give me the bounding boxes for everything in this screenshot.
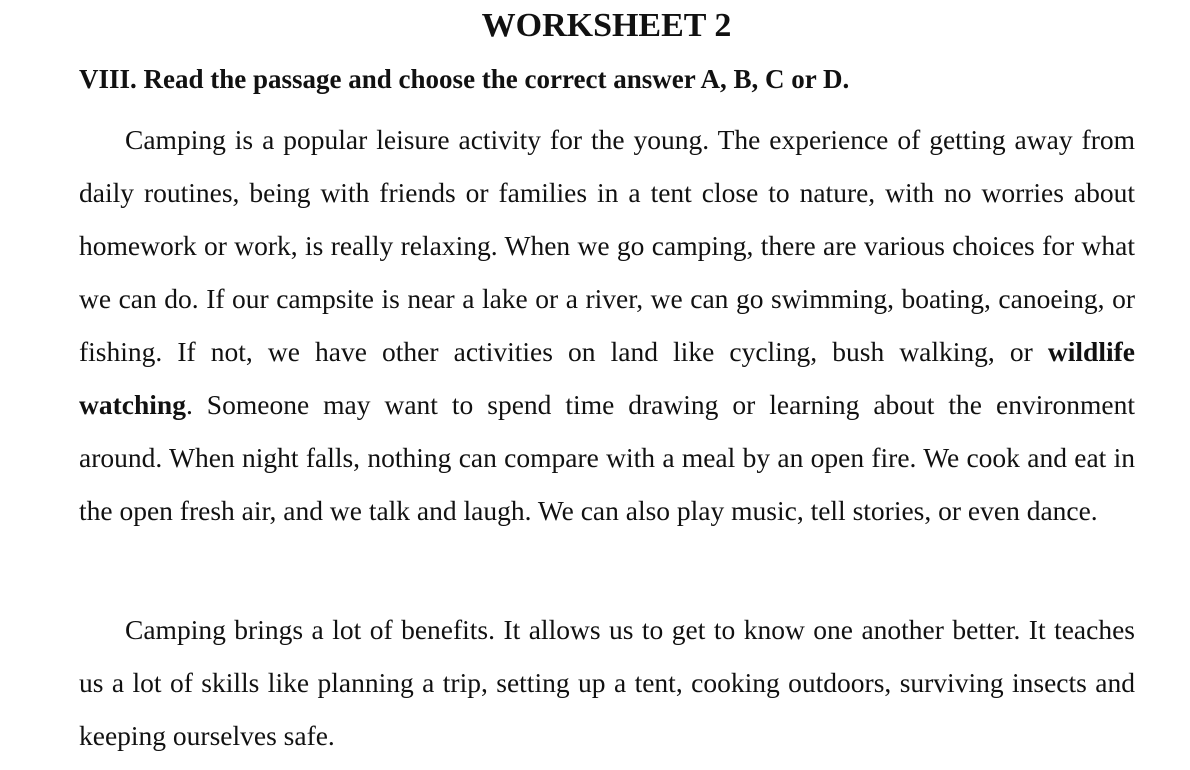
passage-paragraph-2: Camping brings a lot of benefits. It allows us to get to know one another better. It teaches us a lot of skills like planning a trip, setting up a tent, cooking outdoors, surviving insects and keeping ourselves safe. [79, 614, 1135, 751]
exercise-instruction: VIII. Read the passage and choose the correct answer A, B, C or D. [79, 64, 850, 94]
worksheet-title: WORKSHEET 2 [481, 7, 732, 44]
passage-paragraph-1 [79, 113, 1135, 537]
paragraph-1-text-start: Camping is a popular leisure activity for the young. The experience of getting away from daily routines, being with friends or families in a tent close to nature, with no worries about homework or work, is really relaxing. When we go camping, there are various choices for what we can do. If our campsite is near a lake or a river, we can go swimming, boating, canoeing, or fishing. If not, we have other activities on land like cycling, bush walking, or [79, 124, 1135, 367]
highlighted-phrase: wildlife watching [79, 336, 1135, 420]
paragraph-1-text-end: . Someone may want to spend time drawing or learning about the environment around. When night falls, nothing can compare with a meal by an open fire. We cook and eat in the open fresh air, and we talk and laugh. We can also play music, tell stories, or even dance. [79, 389, 1135, 526]
